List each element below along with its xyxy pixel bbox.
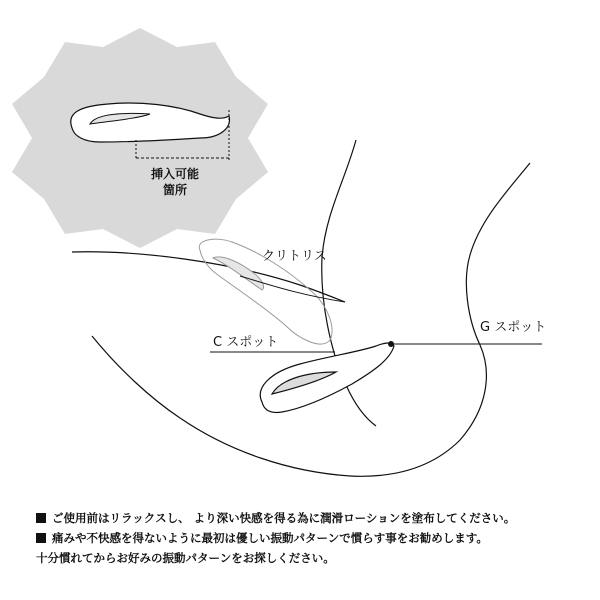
c-spot-label: C スポット [213, 335, 279, 350]
note-1 [36, 508, 586, 528]
g-spot-label: G スポット [480, 320, 547, 335]
usage-notes [36, 508, 586, 568]
insertable-label-line2: 箇所 [163, 183, 188, 197]
clitoris-label: クリトリス [262, 249, 327, 264]
note-2-text: 痛みや不快感を得ないように最初は優しい振動パターンで慣らす事をお勧めします。 [52, 531, 488, 545]
bullet-square-icon [36, 513, 46, 523]
bullet-square-icon [36, 533, 46, 543]
insertable-label-line1: 挿入可能 [151, 167, 200, 181]
note-2 [36, 528, 586, 548]
note-1-text: ご使用前はリラックスし、 より深い快感を得る為に潤滑ローションを塗布してください。 [52, 511, 516, 525]
device-inserted [260, 343, 394, 413]
note-3-text: 十分慣れてからお好みの振動パターンをお探しください。 [36, 551, 335, 565]
note-3 [36, 548, 586, 568]
